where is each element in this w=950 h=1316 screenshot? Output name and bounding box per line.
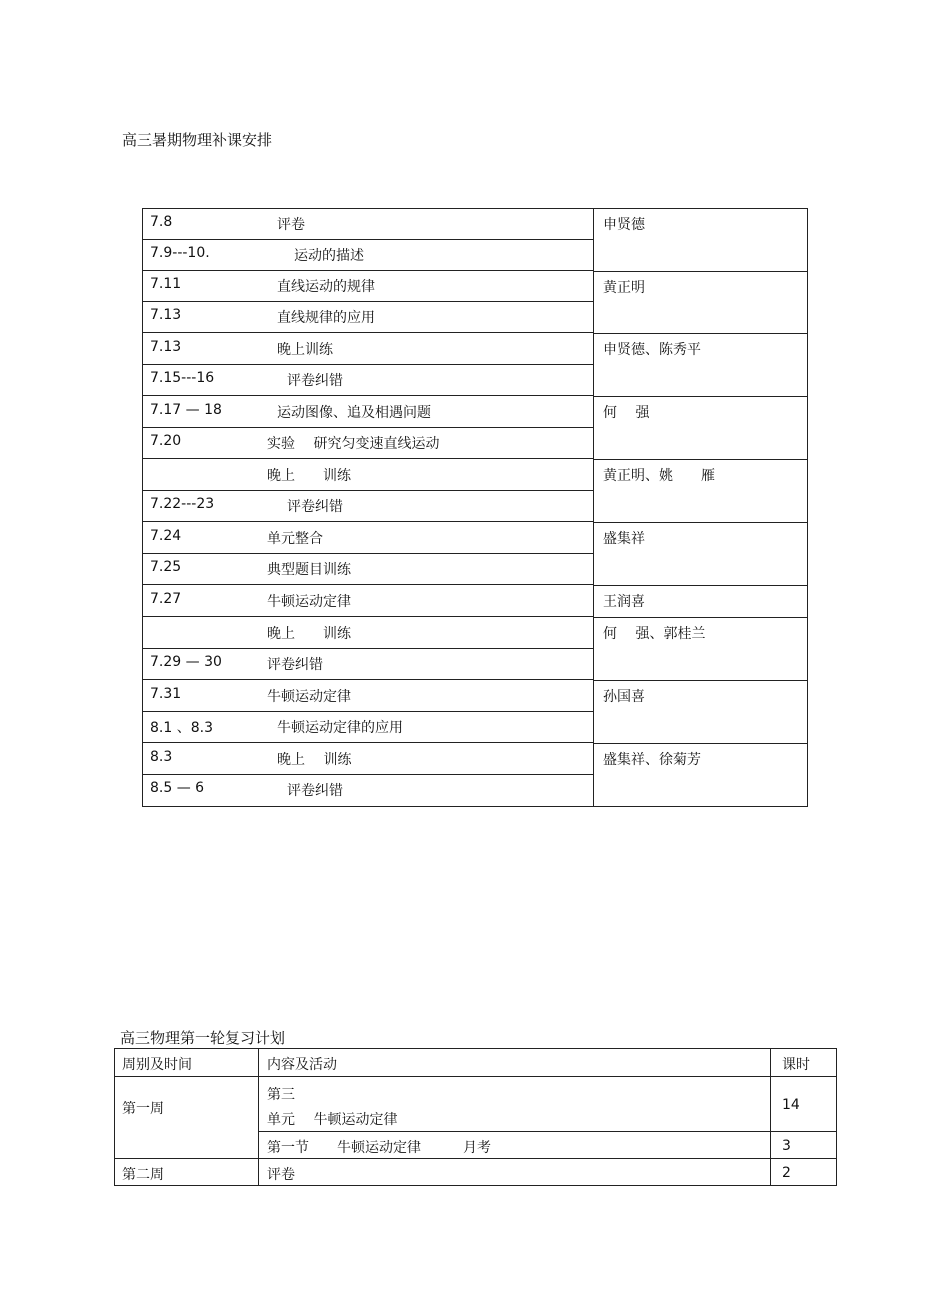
teacher-cell: [593, 523, 807, 586]
table-row: [143, 586, 593, 617]
row-date: 7.22---23: [150, 496, 215, 512]
row-topic: 评卷纠错: [287, 499, 343, 515]
teacher-name: 盛集祥、徐菊芳: [603, 752, 701, 768]
teacher-cell: [593, 618, 807, 681]
row-topic: 单元整合: [267, 531, 323, 547]
row-topic: 牛顿运动定律: [267, 594, 351, 610]
row-topic: 运动图像、追及相遇问题: [277, 405, 431, 421]
row-topic: 评卷: [277, 217, 305, 233]
teacher-cell: [593, 397, 807, 460]
row-date: 8.5 — 6: [150, 780, 205, 796]
row-divider: [115, 1076, 836, 1077]
row-divider: [258, 1131, 836, 1132]
row-topic: 运动的描述: [294, 248, 364, 264]
table-row: [143, 334, 593, 365]
header-content: 内容及活动: [267, 1057, 337, 1073]
teacher-cell: [593, 272, 807, 334]
row2-content: 第一节 牛顿运动定律 月考: [267, 1140, 491, 1156]
row1-content-line2: 单元 牛顿运动定律: [267, 1112, 398, 1128]
table-row: [143, 209, 593, 240]
schedule-table: [142, 208, 808, 807]
table-row: [143, 302, 593, 333]
teacher-name: 何 强: [603, 405, 650, 421]
teacher-name: 孙国喜: [603, 689, 645, 705]
row-topic: 晚上 训练: [267, 626, 351, 642]
page-title-schedule: 高三暑期物理补课安排: [122, 131, 273, 149]
teacher-name: 黄正明、姚 雁: [603, 468, 715, 484]
row-topic: 典型题目训练: [267, 562, 351, 578]
row-topic: 评卷纠错: [287, 783, 343, 799]
row-date: 7.31: [150, 686, 182, 702]
row-topic: 直线规律的应用: [277, 310, 375, 326]
row1-hours: 14: [782, 1097, 800, 1113]
row-date: 7.25: [150, 559, 182, 575]
row-date: 7.13: [150, 339, 182, 355]
row-date: 7.13: [150, 307, 182, 323]
row-date: 7.11: [150, 276, 182, 292]
table-row: [143, 618, 593, 649]
row-date: 7.17 — 18: [150, 402, 222, 418]
row-topic: 晚上 训练: [267, 468, 351, 484]
row-topic: 晚上 训练: [277, 752, 352, 768]
table-row: [143, 240, 593, 271]
row-topic: 评卷纠错: [287, 373, 343, 389]
table-row: [143, 460, 593, 491]
teacher-name: 王润喜: [603, 594, 645, 610]
row-topic: 实验 研究匀变速直线运动: [267, 436, 440, 452]
row-topic: 晚上训练: [277, 342, 333, 358]
teacher-cell: [593, 586, 807, 618]
row-date: 7.15---16: [150, 370, 215, 386]
table-row: [143, 523, 593, 554]
teacher-name: 申贤德: [603, 217, 645, 233]
row-date: 8.1 、8.3: [150, 720, 213, 736]
header-hours: 课时: [782, 1057, 810, 1073]
row-date: 7.8: [150, 214, 173, 230]
table-row: [143, 775, 593, 806]
teacher-name: 何 强、郭桂兰: [603, 626, 706, 642]
teacher-cell: [593, 744, 807, 806]
table-row: [143, 271, 593, 302]
row-topic: 评卷纠错: [267, 657, 323, 673]
row-divider: [115, 1158, 836, 1159]
row3-content: 评卷: [267, 1167, 295, 1183]
row-date: 7.29 — 30: [150, 654, 222, 670]
row-date: 7.24: [150, 528, 182, 544]
table-row: [143, 681, 593, 712]
row3-hours: 2: [782, 1165, 791, 1181]
table-row: [143, 365, 593, 396]
row-topic: 牛顿运动定律的应用: [277, 720, 403, 736]
table-row: [143, 397, 593, 428]
teacher-name: 黄正明: [603, 280, 645, 296]
table-row: [143, 649, 593, 680]
table-row: [143, 712, 593, 743]
row-topic: 直线运动的规律: [277, 279, 375, 295]
teacher-cell: [593, 460, 807, 523]
table-row: [143, 428, 593, 459]
row-date: 7.20: [150, 433, 182, 449]
teacher-cell: [593, 681, 807, 744]
week-1-label: 第一周: [122, 1101, 164, 1117]
column-divider: [770, 1049, 771, 1185]
teacher-cell: [593, 209, 807, 272]
row1-content-line1: 第三: [267, 1087, 295, 1103]
row-date: 7.27: [150, 591, 182, 607]
schedule-left-column: [143, 209, 594, 806]
table-row: [143, 744, 593, 775]
teacher-name: 申贤德、陈秀平: [603, 342, 701, 358]
header-week: 周别及时间: [122, 1057, 192, 1073]
teacher-name: 盛集祥: [603, 531, 645, 547]
table-row: [143, 554, 593, 585]
row-date: 8.3: [150, 749, 173, 765]
review-plan-table: [114, 1048, 837, 1186]
row-date: 7.9---10.: [150, 245, 210, 261]
table-row: [143, 491, 593, 522]
teacher-cell: [593, 334, 807, 397]
row-topic: 牛顿运动定律: [267, 689, 351, 705]
column-divider: [258, 1049, 259, 1185]
page-title-review-plan: 高三物理第一轮复习计划: [120, 1029, 286, 1047]
row2-hours: 3: [782, 1138, 791, 1154]
week-2-label: 第二周: [122, 1167, 164, 1183]
